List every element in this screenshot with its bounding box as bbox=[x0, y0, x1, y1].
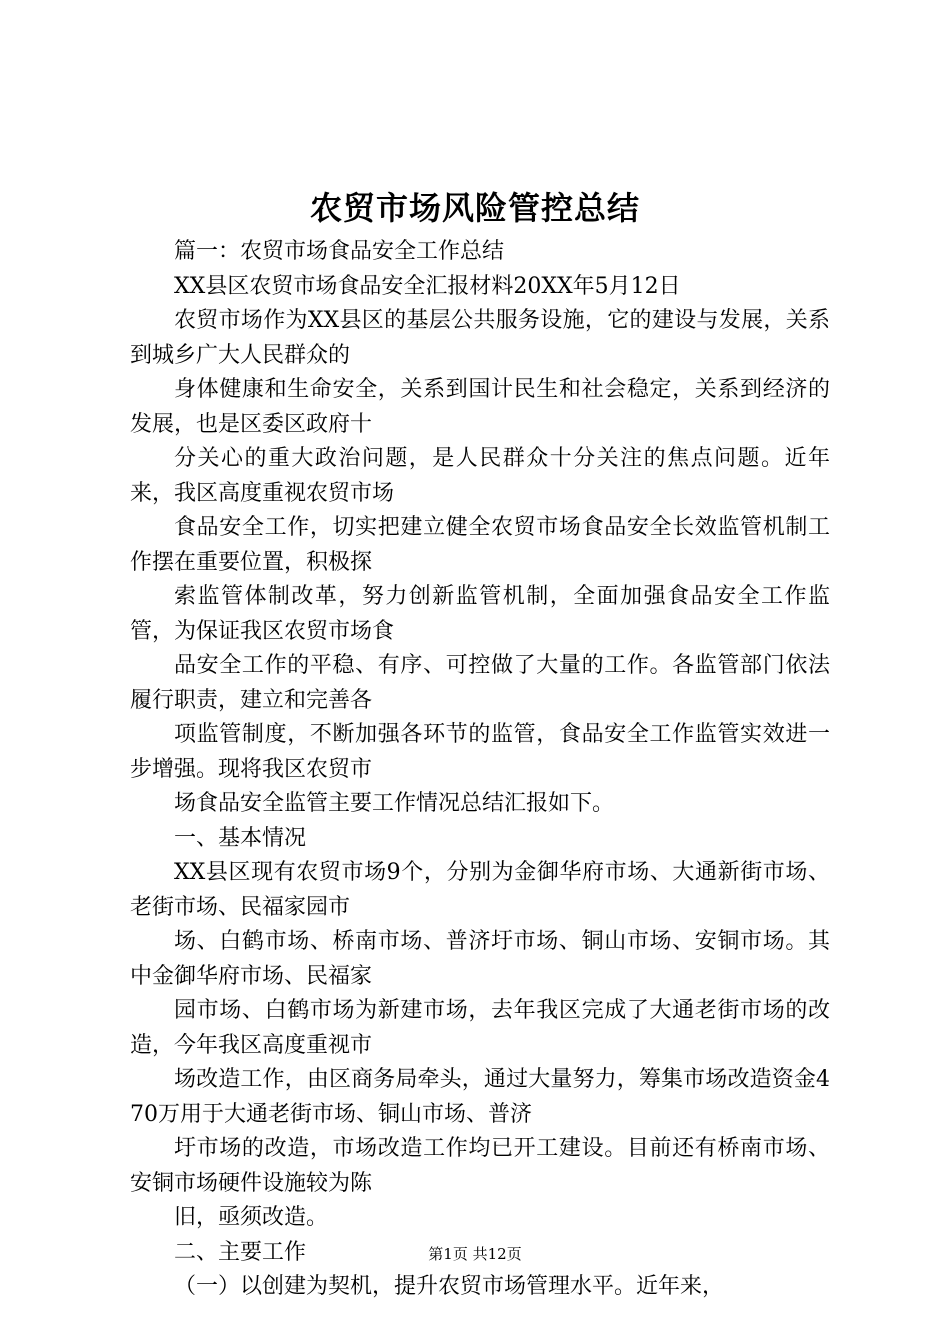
page-footer bbox=[0, 1244, 950, 1264]
paragraph: 场食品安全监管主要工作情况总结汇报如下。 bbox=[174, 791, 615, 816]
document-body bbox=[130, 235, 830, 1305]
paragraph: 场、白鹤市场、桥南市场、普济圩市场、铜山市场、安铜市场。其中金御华府市场、民福家 bbox=[130, 929, 830, 989]
paragraph: XX县区农贸市场食品安全汇报材料20XX年5月12日 bbox=[174, 273, 681, 299]
paragraph: 旧，亟须改造。 bbox=[174, 1205, 329, 1230]
paragraph: 食品安全工作，切实把建立健全农贸市场食品安全长效监管机制工作摆在重要位置，积极探 bbox=[130, 515, 830, 575]
page-number: 第1页 共12页 bbox=[428, 1245, 522, 1263]
paragraph: 身体健康和生命安全，关系到国计民生和社会稳定，关系到经济的发展，也是区委区政府十 bbox=[130, 377, 830, 437]
paragraph: 索监管体制改革，努力创新监管机制，全面加强食品安全工作监管，为保证我区农贸市场食 bbox=[130, 584, 830, 644]
document-title: 农贸市场风险管控总结 bbox=[309, 189, 640, 227]
paragraph: 项监管制度，不断加强各环节的监管，食品安全工作监管实效进一步增强。现将我区农贸市 bbox=[130, 722, 830, 782]
section-heading: 一、基本情况 bbox=[174, 825, 307, 851]
paragraph: XX县区现有农贸市场9个，分别为金御华府市场、大通新街市场、老街市场、民福家园市 bbox=[130, 860, 830, 920]
paragraph: 篇一：农贸市场食品安全工作总结 bbox=[174, 239, 505, 264]
paragraph: 圩市场的改造，市场改造工作均已开工建设。目前还有桥南市场、安铜市场硬件设施较为陈 bbox=[130, 1136, 830, 1196]
paragraph: 农贸市场作为XX县区的基层公共服务设施，它的建设与发展，关系到城乡广大人民群众的 bbox=[130, 308, 830, 368]
paragraph: 场改造工作，由区商务局牵头，通过大量努力，筹集市场改造资金470万用于大通老街市场、铜山市场、普济 bbox=[130, 1067, 830, 1127]
section-heading: 二、主要工作 bbox=[174, 1239, 307, 1265]
paragraph: 园市场、白鹤市场为新建市场，去年我区完成了大通老街市场的改造，今年我区高度重视市 bbox=[130, 998, 830, 1058]
paragraph: 分关心的重大政治问题，是人民群众十分关注的焦点问题。近年来，我区高度重视农贸市场 bbox=[130, 446, 830, 506]
paragraph: 品安全工作的平稳、有序、可控做了大量的工作。各监管部门依法履行职责，建立和完善各 bbox=[130, 653, 830, 713]
paragraph: （一）以创建为契机，提升农贸市场管理水平。近年来， bbox=[174, 1274, 725, 1299]
